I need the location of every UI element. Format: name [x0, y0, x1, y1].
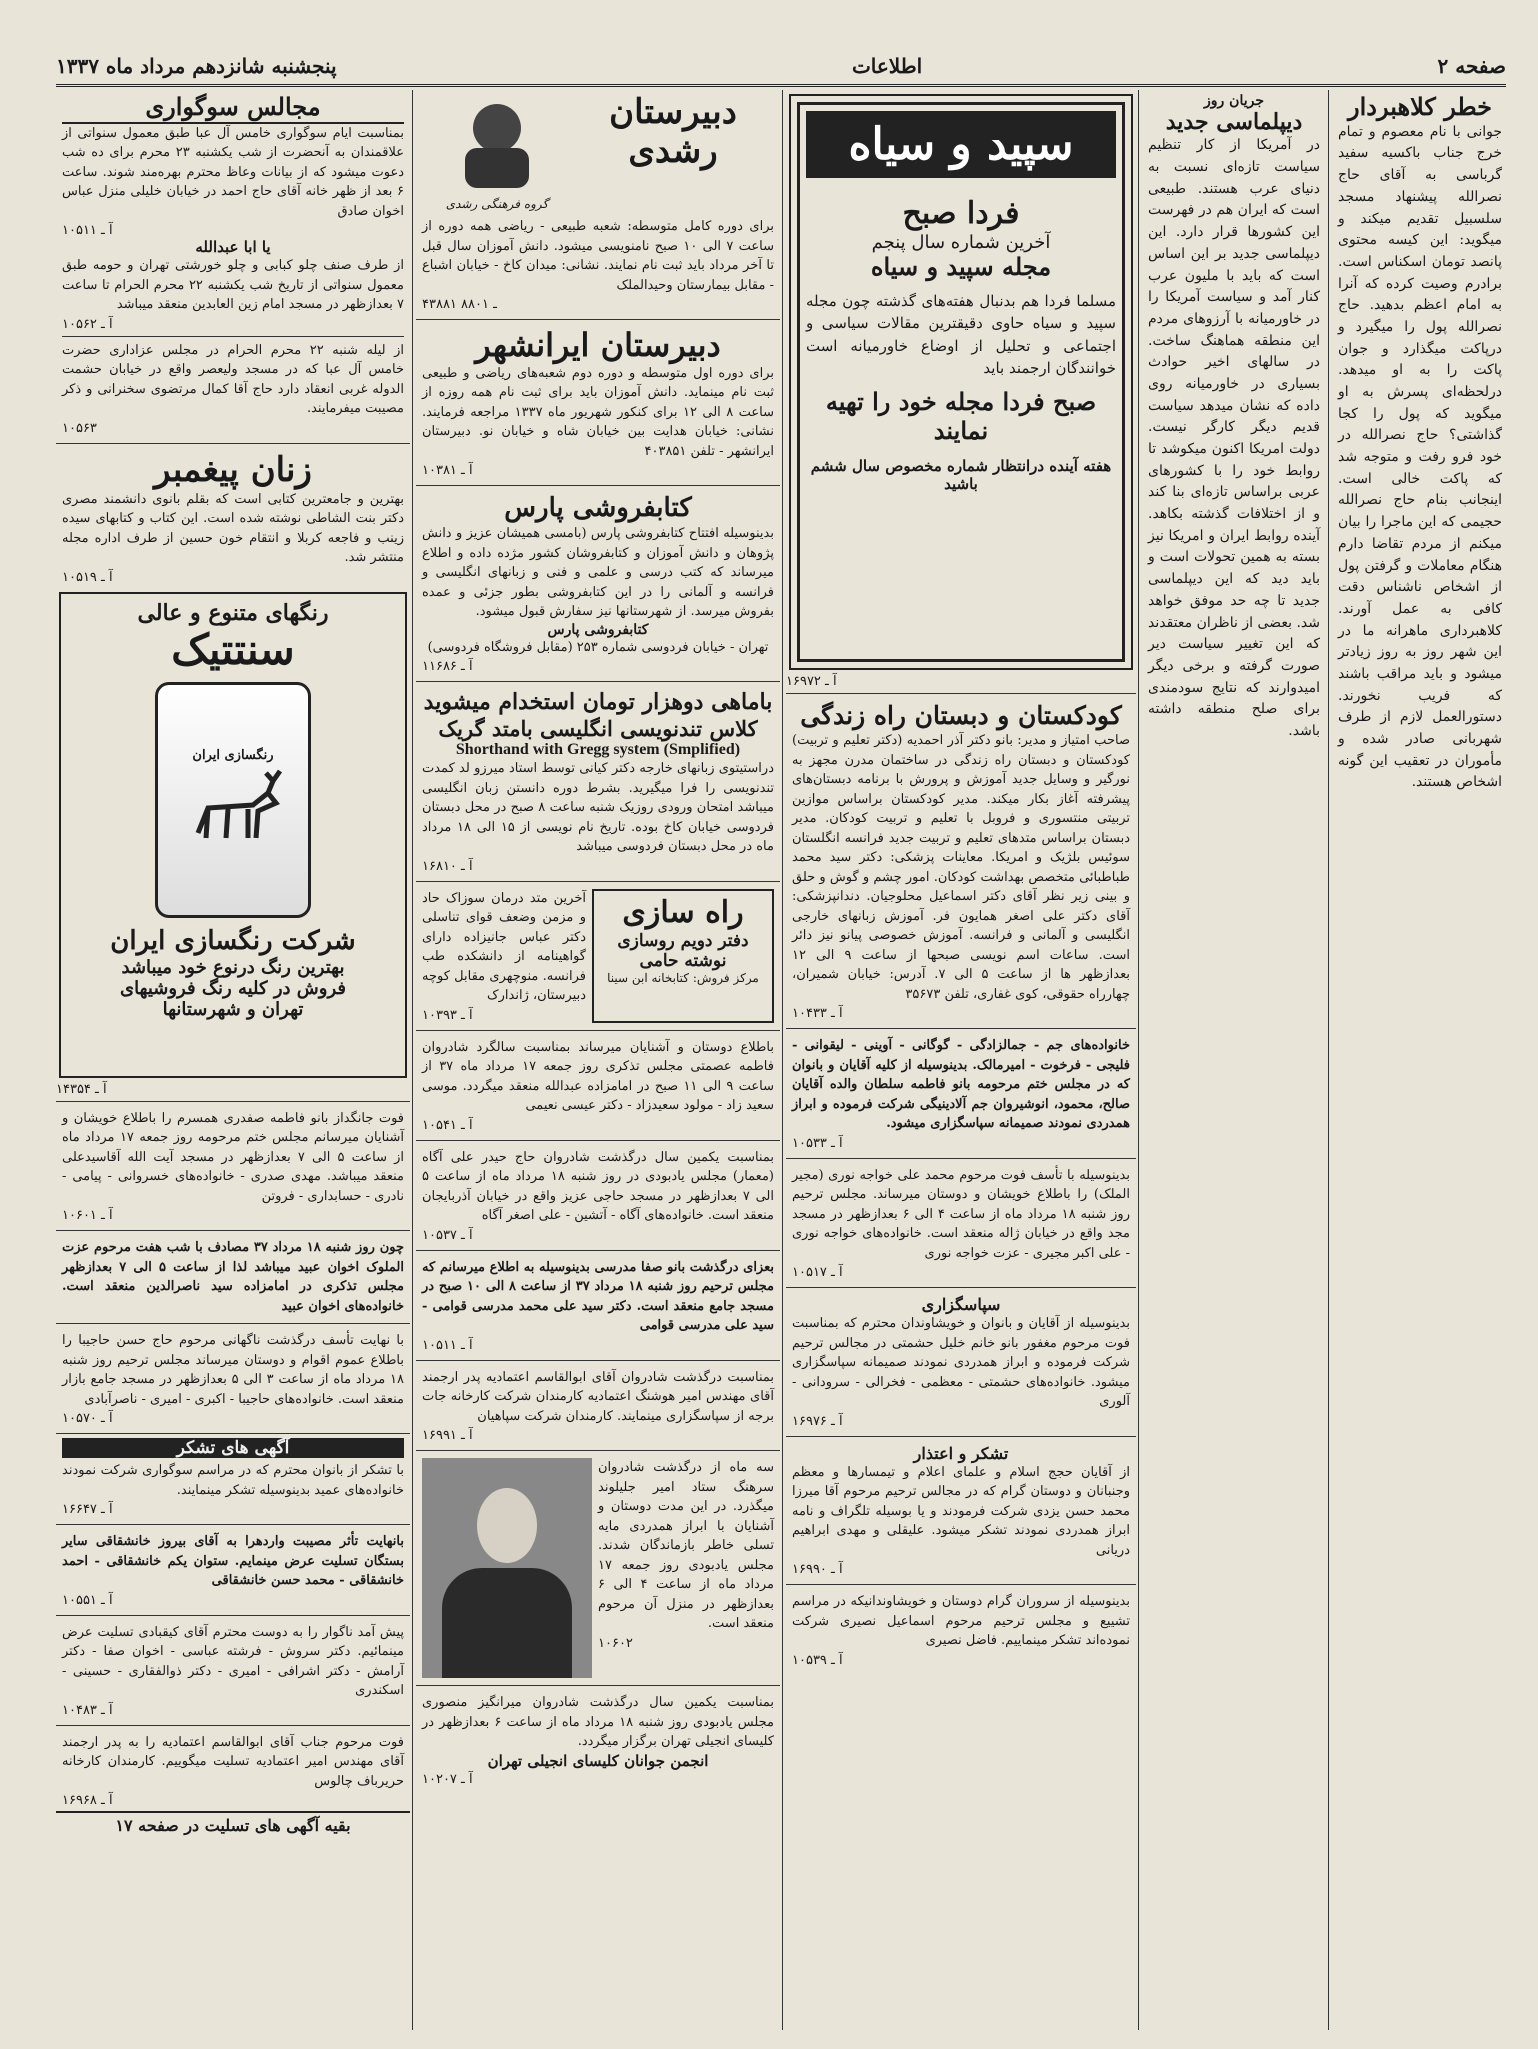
founder-portrait-icon — [437, 93, 557, 193]
notice-body: بدینوسیله با تأسف فوت مرحوم محمد علی خواجه نوری (مجیر الملک) را باطلاع خویشان و دوستان میرساند. مجلس ترحیم روز شنبه ۱۸ مرداد ماه از ساعت ۴ الی ۶ بعدازظهر در مسجد مجد واقع در خیابان ژاله منعقد است. خانواده‌های خواجه نوری - علی اکبر مجیری - عزت خواجه نوری — [792, 1167, 1130, 1261]
ad-subline: آخرین شماره سال پنجم — [871, 232, 1051, 253]
ad-ref: آ ـ ۱۰۳۸۱ — [422, 463, 473, 479]
notice-title: سپاسگزاری — [921, 1295, 1001, 1314]
notice-ref: ۱۰۵۶۳ — [62, 420, 97, 436]
book-ad — [56, 448, 410, 588]
column-notices — [56, 90, 410, 2030]
newspaper-name: اطلاعات — [851, 54, 923, 78]
notice-body: باطلاع دوستان و آشنایان میرساند بمناسبت سالگرد شادروان فاطمه عصمتی مجلس تذکری روز جمعه ۱۷ مرداد ماه ۳۷ از ساعت ۹ الی ۱۱ صبح در امامزاده عبدالله منعقد میگردد. موسی سعید زاد - مولود سعیدزاد - دکتر عیسی نعیمی — [422, 1039, 774, 1114]
condolence-notice — [56, 1106, 410, 1227]
deer-icon — [178, 763, 288, 853]
roshdi-ad — [416, 90, 780, 214]
iranshahr-ad — [416, 324, 780, 481]
officer-portrait — [422, 1458, 592, 1678]
section-title: مجالس سوگواری — [62, 93, 404, 124]
notice-title: تشکر و اعتذار — [913, 1443, 1009, 1463]
memorial-notice — [416, 1035, 780, 1136]
notice-ref: آ ـ ۱۶۹۷۶ — [792, 1413, 843, 1429]
column-center — [786, 90, 1136, 2030]
ad-subtitle: کلاس تندنویسی انگلیسی بامتد گریک — [438, 715, 758, 741]
notice-body: با نهایت تأسف درگذشت ناگهانی مرحوم حاج حسن حاجیبا را باطلاع عموم اقوام و دوستان میرساند مجلس ترحیم روز شنبه ۱۸ مرداد ماه از ساعت ۳ الی ۵ بعدازظهر در مسجد جامع بازار منعقد است. خانواده‌های حاجیبا - اکبری - امیری - ناصرآبادی — [62, 1333, 404, 1407]
notice-ref: آ ـ ۱۰۵۱۷ — [792, 1265, 843, 1280]
notice-ref: آ ـ ۱۰۴۸۳ — [62, 1702, 113, 1718]
thanks-notice — [56, 1620, 410, 1721]
ad-ref: آ ـ ۱۶۹۷۲ — [786, 674, 837, 689]
ad-headline: فردا صبح — [902, 196, 1020, 231]
kindergarten-ad — [786, 698, 1136, 1024]
emblem-caption: گروه فرهنگی رشدی — [445, 197, 549, 211]
book-title: زنان پیغمبر — [154, 449, 312, 490]
ad-cta: صبح فردا مجله خود را تهیه نمایند — [825, 386, 1097, 445]
column-rule — [782, 90, 783, 2030]
notice-sign: انجمن جوانان کلیسای انجیلی تهران — [487, 1751, 709, 1770]
column-diplomacy — [1142, 90, 1326, 2030]
column-rule — [1138, 90, 1139, 2030]
article-title: دیپلماسی جدید — [1165, 109, 1303, 135]
ad-ref: آ ـ ۱۱۶۸۶ — [422, 659, 473, 675]
notice-body: چون روز شنبه ۱۸ مرداد ۳۷ مصادف با شب هفت مرحوم عزت الملوک اخوان عبید میباشد لذا از ساعت ۵ الی ۷ بعدازظهر مجلس تذکری در امامزاده سید ناصرالدین منعقد است. خانواده‌های اخوان عبید — [62, 1240, 404, 1314]
notice-body: از آقایان حجج اسلام و علمای اعلام و تیمسارها و معظم وجنبانان و دوستان گرام که در مجالس ترحیم مرحوم آقا میرزا محمد حسن یزدی شرکت فرمودند و یا بوسیله تلگراف و نامه ابراز همدردی نمودند تشکر میشود. علیقلی و مهدی ابراهیم دریانی — [792, 1464, 1130, 1558]
notice-ref: آ ـ ۱۶۹۶۸ — [62, 1793, 113, 1809]
notice-title: یا ابا عبدالله — [195, 238, 271, 257]
notice-ref: آ ـ ۱۰۵۱۱ — [422, 1337, 473, 1353]
sepid-siah-ad — [789, 94, 1133, 670]
memorial-notice — [416, 1255, 780, 1356]
column-rule — [412, 90, 413, 2030]
ad-ref: آ ـ ۱۴۳۵۴ — [56, 1081, 107, 1097]
notice-ref: آ ـ ۱۰۵۳۹ — [792, 1652, 843, 1668]
thanks-notice — [786, 1292, 1136, 1432]
notice-ref: آ ـ ۱۰۵۵۱ — [62, 1592, 113, 1608]
page-header — [56, 48, 1506, 87]
notice-ref: آ ـ ۱۰۵۶۲ — [62, 316, 113, 332]
ad-magazine-name: مجله سپید و سیاه — [870, 252, 1052, 281]
notice-body: خانواده‌های جم - جمالزادگی - گوگانی - آوینی - لیقوانی - فلیجی - فرخوت - امیرمالک. بدینوسیله از کلیه آقایان و بانوان که در مجلس ختم مرحومه بانو فاطمه سلطان والده آقایان صالح، محمود، انوشیروان جم آلادینیگی شرکت فرموده و ابراز همدردی نمودند صمیمانه سپاسگزاری میشود. — [792, 1038, 1130, 1131]
ad-body: دراستیتوی زبانهای خارجه دکتر کیانی توسط استاد میرزو لد کمدت تندنویسی را فرا میگیرید. بشرط دوره دانستن زبان انگلیسی میباشد امتحان ورودی روزیک شنبه ساعت ۸ صبح در محل دبستان فردوسی خیابان کاخ بوده. تاریخ نام نویسی از ۱۵ الی ۱۸ مرداد ماه در محل دبستان فردوسی میباشد — [422, 761, 774, 855]
condolence-notice — [786, 1163, 1136, 1284]
notice-body: از طرف صنف چلو کبابی و چلو خورشتی تهران و حومه طبق معمول سنواتی از تاریخ شب یکشنبه ۲۲ محرم الحرام تا ساعت ۷ بعدازظهر در مسجد امام زین العابدین منعقد میباشد — [62, 258, 404, 313]
notice-body: بمناسبت یکمین سال درگذشت شادروان میرانگیز منصوری مجلس یادبودی روز شنبه ۱۸ مرداد ماه از ساعت ۶ بعدازظهر در کلیسای انجیلی تهران برگزار میگردد. — [422, 1695, 774, 1750]
notice-ref: آ ـ ۱۰۵۷۰ — [62, 1411, 113, 1427]
notice-body: بدینوسیله از سروران گرام دوستان و خویشاوندانیکه در مراسم تشییع و مجلس ترحیم مرحوم اسماعیل نصیری شرکت نموده‌اند تشکر مینماییم. فاضل نصیری — [792, 1594, 1130, 1648]
notice-ref: آ ـ ۱۶۶۴۷ — [62, 1502, 113, 1518]
section-label: جریان روز — [1204, 93, 1264, 109]
notice-body: بمناسبت ایام سوگواری خامس آل عبا طبق معمول سنواتی از علاقمندان به آنحضرت از شب یکشنبه ۲۳ محرم برای ده شب دعوت میشود که از بیانات وعاظ محترم بهره‌مند شوند. ساعت ۶ بعد از ظهر خانه آقای حاج احمد در خیابان خلیلی منزل عباس اخوان صادق — [62, 125, 404, 219]
gregg-shorthand-ad — [416, 686, 780, 876]
notice-ref: آ ـ ۱۰۵۴۱ — [422, 1117, 473, 1133]
column-rule — [1328, 90, 1329, 2030]
notice-ref: آ ـ ۱۶۹۹۰ — [792, 1562, 843, 1577]
pars-bookstore-ad — [416, 490, 780, 677]
notice-body: فوت جانگداز بانو فاطمه صفدری همسرم را باطلاع خویشان و آشنایان میرسانم مجلس ختم مرحومه روز جمعه ۱۷ مرداد ماه از ساعت ۵ الی ۷ بعدازظهر در مسجد آیت الله آقاسیدعلی منعقد میباشد. مهدی صدری - خانواده‌های خسروانی - پیامی - نادری - حسابداری - فروتن — [62, 1110, 404, 1204]
memorial-notice — [416, 1365, 780, 1447]
book-subtitle: دفتر دویم روسازی — [617, 930, 749, 951]
book-title: راه سازی — [622, 894, 744, 930]
gratitude-notice — [786, 1441, 1136, 1581]
ad-title: کودکستان و دبستان راه زندگی — [800, 701, 1122, 730]
notice-ref: آ ـ ۱۰۶۰۱ — [62, 1208, 113, 1224]
continued-note: بقیه آگهی های تسلیت در صفحه ۱۷ — [56, 1811, 410, 1835]
thanks-section-title: آگهی های تشکر — [62, 1438, 404, 1458]
ad-top-line: رنگهای متنوع و عالی — [137, 599, 329, 626]
paint-can-image — [155, 682, 311, 918]
paint-ad — [59, 592, 407, 1078]
notice-body: بمناسبت درگذشت شادروان آقای ابوالقاسم اعتمادیه پدر ارجمند آقای مهندس امیر هوشنگ اعتمادیه کارمندان شرکت کارخانه جات برجه از سپاسگزاری مینمایند. کارمندان شرکت سپاهیان — [422, 1369, 774, 1424]
notice-body: پیش آمد ناگوار را به دوست محترم آقای کیقبادی تسلیت عرض مینمائیم. دکتر سروش - فرشته عباسی - اخوان صفا - دکتر آرامش - دکتر اشرافی - امیری - دکتر ذوالفقاری - حسینی - اسکندری — [62, 1624, 404, 1699]
ad-ref: آ ـ ۱۶۸۱۰ — [422, 858, 473, 874]
notice-body: بانهایت تأثر مصیبت واردهرا به آقای بیروز خانشقاقی سایر بستگان تسلیت عرض مینمایم. ستوان یکم خانشقاقی - احمد خانشقاقی - محمد حسن خانشقاقی — [62, 1534, 404, 1589]
article-title: خطر کلاهبردار — [1348, 92, 1492, 121]
ad-footer: هفته آینده درانتظار شماره مخصوص سال ششم باشید — [810, 457, 1112, 494]
memorial-notice — [416, 1145, 780, 1246]
can-label: رنگسازی ایران — [192, 747, 274, 763]
ad-body: برای دوره کامل متوسطه: شعبه طبیعی - ریاضی همه دوره از ساعت ۷ الی ۱۰ صبح نامنویسی میشود. دانش آموزان سال قبل تا آخر مرداد باید ثبت نام نمایند. نشانی: میدان کاخ - خیابان اشباع - مقابل بیمارستان وحیدالملک — [422, 219, 774, 293]
school-emblem — [422, 93, 572, 211]
notice-body: با تشکر از بانوان محترم که در مراسم سوگواری شرکت نمودند خانواده‌های عمید بدینوسیله تشکر مینمایند. — [62, 1463, 404, 1498]
column-schools — [416, 90, 780, 2030]
condolence-notice — [786, 1033, 1136, 1154]
article-body: در آمریکا از کار تنظیم سیاست تازه‌ای نسبت به دنیای عرب هستند. طبیعی است که ایران هم در فهرست این کشورها قرار دارد. این دیپلماسی جدید بر این اساس است که باید با ملیون عرب کنار آمد و سیاست آمریکا را در خاورمیانه با آرزوهای مردم این منطقه هماهنگ ساخت. در سالهای اخیر حوادث بسیاری در خاورمیانه روی داده که نشان میدهد سیاست قدیم دیگر کارگر نیست. دولت امریکا اکنون میکوشد تا روابط خود را با کشورهای عربی براساس تازه‌ای بنا کند و از اختلافات گذشته بکاهد. آینده روابط ایران و امریکا نیز بسته به همین تحولات است و باید دید که این دیپلماسی جدید تا چه حد موفق خواهد شد. بعضی از ناظران معتقدند که این تغییر سیاست دیر صورت گرفته و برخی دیگر امیدوارند که نتایج سودمندی برای صلح منطقه داشته باشد. — [1148, 137, 1320, 739]
notice-ref: ۱۰۶۰۲ — [598, 1635, 633, 1651]
condolence-notice — [56, 1235, 410, 1319]
ad-title: دبیرستان ایرانشهر — [475, 326, 721, 364]
ad-sign: کتابفروشی پارس — [547, 621, 649, 638]
ad-line: فروش در کلیه رنگ فروشیهای — [119, 978, 346, 1000]
thanks-notice — [56, 1529, 410, 1611]
ad-body: آخرین متد درمان سوزاک حاد و مزمن وضعف قوای تناسلی دکتر عباس جانیزاده دارای گواهینامه از دانشکده طب فرانسه. منوچهری مقابل کوچه دبیرستان، ژاندارک — [422, 890, 586, 1004]
ad-title: باماهی دوهزار تومان استخدام میشوید — [423, 689, 773, 716]
notice-ref: آ ـ ۱۶۹۹۱ — [422, 1428, 473, 1444]
article-body: جوانی با نام معصوم و تمام خرج جناب باکسیه سفید گرباسی به آقای حاج نصرالله پیشنهاد مسجد سلسبیل تقدیم میکند و میگوید: این کیسه محتوی پانصد تومان اسکناس است. برادرم وصیت کرده که آنرا به امام اعظم بدهید. حاج نصرالله پول را میگیرد و درپاکت میگذارد و جوان پاکت را به او میدهد. درلحظه‌ای پسرش به او میگوید که پول را کجا گذاشتی؟ حاج نصرالله در خود فرو رفت و متوجه شد که پاکت خالی است. اینجانب بنام حاج نصرالله حجیمی که این ماجرا را بیان میکنم از مردم تقاضا دارم هنگام معاملات و گرفتن پول از اشخاص ناشناس دقت کافی به عمل آورند. کلاهبرداری ماهرانه ما در این شهر روز به روز زیادتر میشود و باید مراقب باشند که فریب نخورند. دستورالعمل لازم از طرف شهربانی صادر شده و مأموران در تعقیب این گونه اشخاص هستند. — [1338, 123, 1502, 791]
notice-ref: آ ـ ۱۰۵۳۷ — [422, 1227, 473, 1243]
mourning-section — [56, 90, 410, 439]
thanks-notice — [56, 1730, 410, 1812]
ad-ref: آ ـ ۱۰۴۳۳ — [792, 1006, 843, 1021]
notice-body: فوت مرحوم جناب آقای ابوالقاسم اعتمادیه را به پدر ارجمند آقای مهندس امیر اعتمادیه تسلیت میگوییم. کارمندان کارخانه حریرباف چالوس — [62, 1734, 404, 1789]
thanks-notice — [56, 1458, 410, 1520]
company-name: شرکت رنگسازی ایران — [110, 926, 356, 957]
condolence-notice — [56, 1328, 410, 1429]
ad-latin-line: Shorthand with Gregg system (Smplified) — [455, 741, 741, 759]
ad-ref: آ ـ ۱۰۵۱۹ — [62, 569, 113, 585]
notice-body: سه ماه از درگذشت شادروان سرهنگ ستاد امیر جلیلوند میگذرد. در این مدت دوستان و آشنایان با ابراز همدردی مایه تسلی خاطر بازماندگان شدند. مجلس یادبودی روز جمعه ۱۷ مرداد ماه از ساعت ۴ الی ۶ بعدازظهر در منزل آن مرحوم منعقد است. — [598, 1460, 774, 1632]
notice-ref: آ ـ ۱۰۲۰۷ — [422, 1771, 473, 1787]
notice-ref: آ ـ ۱۰۵۱۱ — [62, 223, 113, 239]
column-kolahbardar — [1332, 90, 1508, 2030]
ad-ref: ۴۳۸۸۱ ـ ۸۸۰۱ — [422, 297, 497, 312]
book-distributor: مرکز فروش: کتابخانه ابن سینا — [607, 970, 759, 985]
church-notice — [416, 1690, 780, 1790]
notice-body: بعزای درگذشت بانو صفا مدرسی بدینوسیله به اطلاع میرسانم که مجلس ترحیم روز شنبه ۱۸ مرداد ۳۷ از ساعت ۸ الی ۱۰ صبح در مسجد جامع منعقد است. دکتر سید علی محمد مدرسی قوامی - سید علی مدرسی قوامی — [422, 1259, 775, 1334]
ad-body: مسلما فردا هم بدنبال هفته‌های گذشته چون مجله سپید و سیاه حاوی دقیقترین مقالات سیاسی و اجتماعی و تحلیل از اوضاع خاورمیانه است خوانندگان ارجمند باید — [806, 291, 1116, 378]
ad-line: بهترین رنگ درنوع خود میباشد — [121, 957, 345, 979]
magazine-logo: سپید و سیاه — [806, 111, 1116, 178]
page-number: صفحه ۲ — [1437, 54, 1506, 78]
rahsazi-ad — [416, 886, 780, 1026]
notice-body: بدینوسیله از آقایان و بانوان و خویشاوندان محترم که بمناسبت فوت مرحوم مغفور بانو خانم خلیل حشمتی در مجالس ترحیم شرکت فرموده و ابراز همدردی نمودند صمیمانه سپاسگزاری میشود. خانواده‌های حشمتی - معظمی - فخرالی - سرودانی - آلوری — [792, 1316, 1130, 1409]
ad-ref: آ ـ ۱۰۳۹۳ — [422, 1007, 473, 1023]
ad-body: صاحب امتیاز و مدیر: بانو دکتر آذر احمدیه (دکتر تعلیم و تربیت) کودکستان و دبستان راه زندگی در ساختمان مدرن مجهز به نورگیر و وسایل جدید آموزش و پرورش با برنامه دبستان‌های پیشرفته آغاز بکار میکند. مدیر کودکستان براساس موازین تربیتی منتسوری و فروبل با تعلیم و تربیت کودکان. مدیر دبستان براساس متدهای تعلیم و تربیت جدید فرانسه انگلستان سوئیس بلژیک و امریکا. معاینات پزشکی: دکتر سید محمد طباطبائی متخصص بهداشت کودکان. امور چشم و گوش و حلق و بینی زیر نظر آقای دکتر اسماعیل محلوجیان. دندانپزشکی: آقای دکتر علی اصغر همایون فر. آموزش زبانهای خارجی انگلیسی و آلمانی و فرانسه. آموزش خصوصی پیانو نیز دائر است. ساعات اسم نویسی صبحها از ساعت ۹ الی ۱۲ بعدازظهر ها از ساعت ۵ الی ۷. آدرس: خیابان شمیران، چهارراه حقوقی، کوی غفاری، تلفن ۳۵۶۷۳ — [792, 733, 1130, 1002]
portrait-notice — [416, 1455, 780, 1681]
book-author: نوشته حامی — [639, 950, 727, 971]
ad-body: بدینوسیله افتتاح کتابفروشی پارس (بامسی همیشان عزیز و دانش پژوهان و دانش آموزان و کتابفروشان کشور مژده داده و اطلاع میرساند که کتب درسی و علمی و فنی و زبانهای انگلیسی و فرانسه و آلمانی را در این کتابفروشی بطور جزئی و عمده بفروش میرسد. از شهرستانها نیز سفارش قبول میشود. — [422, 526, 774, 620]
ad-title: دبیرستان رشدی — [609, 92, 737, 172]
ad-body: برای دوره اول متوسطه و دوره دوم شعبه‌های ریاضی و طبیعی ثبت نام مینماید. دانش آموزان باید برای ثبت نام همه روزه از ساعت ۸ الی ۱۲ برای کنکور شهریور ماه ۱۳۳۷ مراجعه فرمایند. نشانی: خیابان هدایت بین خیابان شاه و خیابان نو. دبیرستان ایرانشهر - تلفن ۴۰۳۸۵۱ — [422, 365, 774, 459]
ad-address: تهران - خیابان فردوسی شماره ۲۵۳ (مقابل فروشگاه فردوسی) — [427, 639, 769, 655]
ad-line: تهران و شهرستانها — [162, 999, 304, 1021]
notice-body: از لیله شنبه ۲۲ محرم الحرام در مجلس عزاداری حضرت خامس آل عبا که در مسجد ولیعصر واقع در خیابان حشمت الدوله غربی انعقاد دارد حاج آقا کمال مرتضوی سخنرانی و ذکر مصیبت میفرمایند. — [62, 342, 404, 417]
ad-body: بهترین و جامعترین کتابی است که بقلم بانوی دانشمند مصری دکتر بنت الشاطی نوشته شده است. این کتاب و کتابهای سیده زینب و فاجعه کربلا و انتقام خون حسین از طرف اداره مجله منتشر شد. — [62, 491, 404, 566]
notice-ref: آ ـ ۱۰۵۳۳ — [792, 1135, 843, 1151]
brand-name: سنتتیک — [171, 624, 295, 674]
issue-date: پنجشنبه شانزدهم مرداد ماه ۱۳۳۷ — [56, 54, 337, 78]
thanks-notice — [786, 1589, 1136, 1671]
ad-title: کتابفروشی پارس — [504, 493, 692, 524]
notice-body: بمناسبت یکمین سال درگذشت شادروان حاج حیدر علی آگاه (معمار) مجلس یادبودی در روز شنبه ۱۸ مرداد ماه از ساعت ۵ الی ۷ بعدازظهر در مسجد حاجی عزیز واقع در خیابان آذربایجان منعقد است. خانواده‌های آگاه - آتشین - علی اصغر آگاه — [422, 1149, 774, 1224]
